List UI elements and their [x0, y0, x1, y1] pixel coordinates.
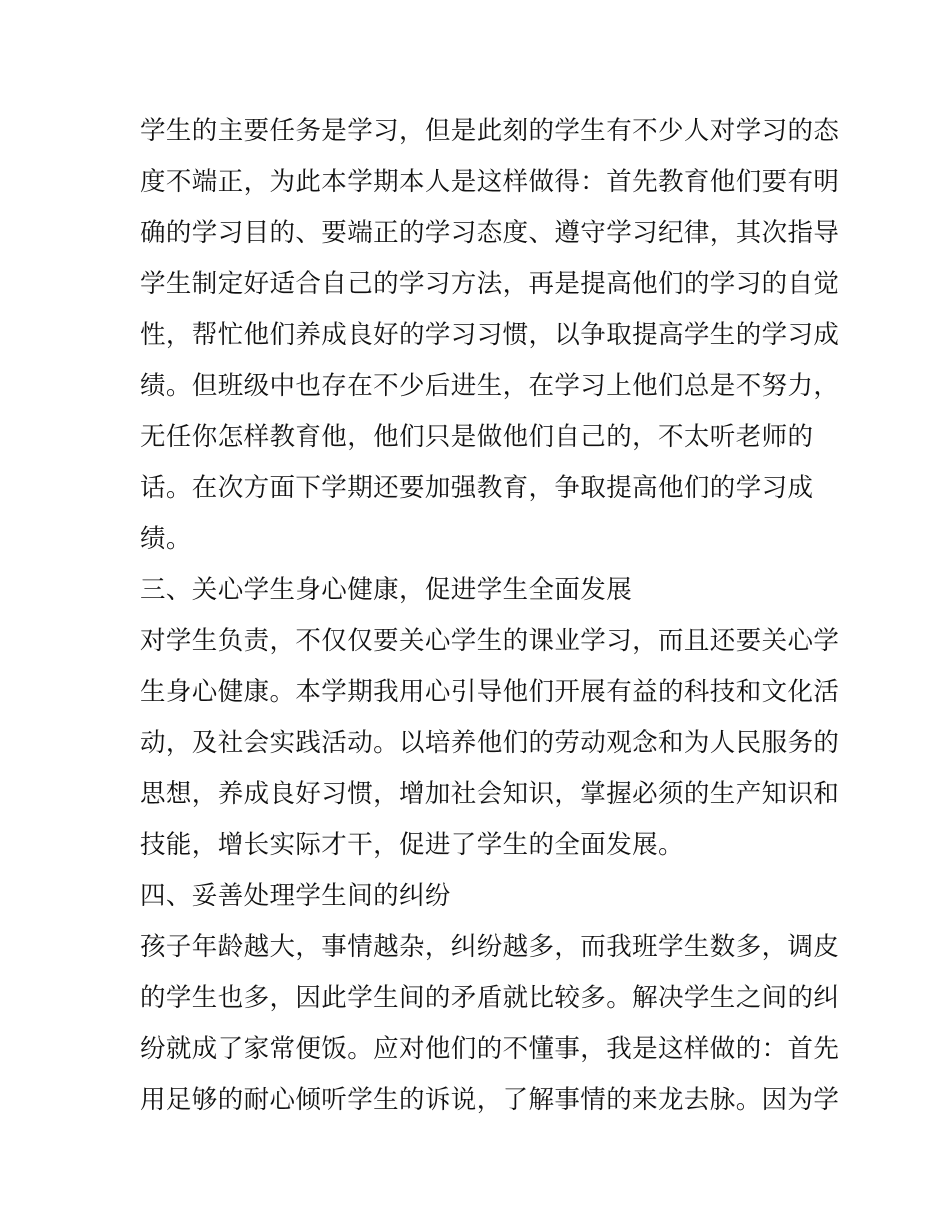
text-line: 对学生负责，不仅仅要关心学生的课业学习，而且还要关心学 [140, 626, 840, 656]
document-body [140, 106, 840, 1126]
section-heading-3: 三、关心学生身心健康，促进学生全面发展 [140, 575, 633, 605]
text-line: 动，及社会实践活动。以培养他们的劳动观念和为人民服务的 [140, 728, 840, 758]
section-heading-4: 四、妥善处理学生间的纠纷 [140, 881, 451, 911]
text-line: 生身心健康。本学期我用心引导他们开展有益的科技和文化活 [140, 677, 840, 707]
text-line: 性，帮忙他们养成良好的学习习惯，以争取提高学生的学习成 [140, 320, 840, 350]
text-line: 孩子年龄越大，事情越杂，纠纷越多，而我班学生数多，调皮 [140, 932, 840, 962]
text-line: 绩。但班级中也存在不少后进生，在学习上他们总是不努力， [140, 371, 840, 401]
text-line: 绩。 [140, 524, 192, 554]
text-line: 学生的主要任务是学习，但是此刻的学生有不少人对学习的态 [140, 116, 840, 146]
text-line: 用足够的耐心倾听学生的诉说，了解事情的来龙去脉。因为学 [140, 1085, 840, 1115]
text-line: 话。在次方面下学期还要加强教育，争取提高他们的学习成 [140, 473, 814, 503]
text-line: 思想，养成良好习惯，增加社会知识，掌握必须的生产知识和 [140, 779, 840, 809]
text-line: 纷就成了家常便饭。应对他们的不懂事，我是这样做的：首先 [140, 1034, 840, 1064]
text-line: 度不端正，为此本学期本人是这样做得：首先教育他们要有明 [140, 167, 840, 197]
text-line: 确的学习目的、要端正的学习态度、遵守学习纪律，其次指导 [140, 218, 840, 248]
text-line: 无任你怎样教育他，他们只是做他们自己的，不太听老师的 [140, 422, 814, 452]
text-line: 技能，增长实际才干，促进了学生的全面发展。 [140, 830, 684, 860]
text-line: 的学生也多，因此学生间的矛盾就比较多。解决学生之间的纠 [140, 983, 840, 1013]
text-line: 学生制定好适合自己的学习方法，再是提高他们的学习的自觉 [140, 269, 840, 299]
